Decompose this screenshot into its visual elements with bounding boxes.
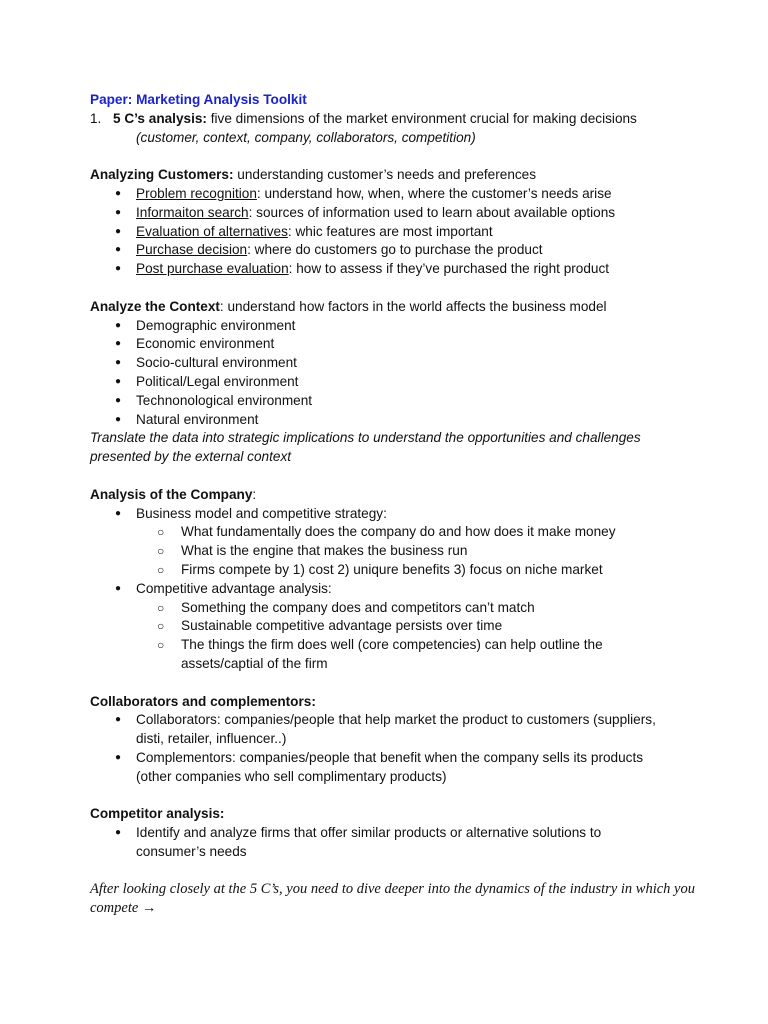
company-sub-bullet-continuation: assets/captial of the firm	[181, 655, 328, 671]
context-heading: Analyze the Context	[90, 298, 220, 314]
bullet-icon: ●	[115, 357, 122, 369]
sub-list-item	[90, 617, 690, 636]
five-cs-text: five dimensions of the market environment crucial for making decisions	[206, 110, 637, 126]
customers-bullet-text: : understand how, when, where the customer’s needs arise	[256, 185, 612, 201]
list-item	[90, 392, 690, 411]
bullet-icon: ●	[115, 827, 122, 839]
bullet-icon: ●	[115, 375, 122, 387]
list-item	[90, 824, 690, 843]
company-bullet-text: Competitive advantage analysis:	[136, 580, 332, 596]
bullet-icon: ●	[115, 206, 122, 218]
customers-bullet-text: : where do customers go to purchase the product	[247, 242, 543, 258]
closing-note-line: compete →	[90, 900, 157, 917]
company-sub-bullet-text: What fundamentally does the company do and how does it make money	[181, 524, 616, 540]
customers-text: understanding customer’s needs and preferences	[233, 167, 537, 183]
bullet-icon: ●	[115, 263, 122, 275]
list-item	[90, 223, 690, 242]
list-item	[90, 204, 690, 223]
list-number: 1.	[90, 110, 102, 126]
competitor-heading: Competitor analysis:	[90, 806, 225, 822]
list-item	[90, 260, 690, 279]
customers-bullet-term: Post purchase evaluation	[136, 261, 289, 277]
bullet-icon: ●	[115, 319, 122, 331]
list-item	[90, 711, 690, 730]
list-item	[90, 185, 690, 204]
customers-heading: Analyzing Customers:	[90, 167, 234, 183]
sub-list-item	[90, 542, 690, 561]
customers-bullet-term: Evaluation of alternatives	[136, 223, 288, 239]
customers-bullet-term: Informaiton search	[136, 204, 249, 220]
circle-bullet-icon: ○	[157, 600, 165, 615]
company-bullet-text: Business model and competitive strategy:	[136, 505, 387, 521]
company-heading: Analysis of the Company	[90, 486, 253, 502]
context-bullet-text: Technonological environment	[136, 392, 313, 408]
circle-bullet-icon: ○	[157, 619, 165, 634]
circle-bullet-icon: ○	[157, 525, 165, 540]
bullet-icon: ●	[115, 187, 122, 199]
company-sub-bullet-text: Firms compete by 1) cost 2) uniqure benefits 3) focus on niche market	[181, 561, 603, 577]
bullet-icon: ●	[115, 225, 122, 237]
collab-bullet-continuation: (other companies who sell complimentary products)	[136, 768, 447, 784]
customers-bullet-text: : whic features are most important	[287, 223, 493, 239]
list-item	[90, 241, 690, 260]
bullet-icon: ●	[115, 244, 122, 256]
sub-list-item	[90, 636, 690, 655]
context-bullet-text: Natural environment	[136, 411, 259, 427]
context-text: : understand how factors in the world affects the business model	[219, 298, 607, 314]
bullet-icon: ●	[115, 751, 122, 763]
context-bullet-text: Demographic environment	[136, 317, 296, 333]
circle-bullet-icon: ○	[157, 562, 165, 577]
five-cs-sublist: (customer, context, company, collaborators, competition)	[136, 129, 476, 145]
collab-bullet-text: Complementors: companies/people that benefit when the company sells its products	[136, 749, 644, 765]
competitor-bullet-text: Identify and analyze firms that offer similar products or alternative solutions to	[136, 825, 602, 841]
section-context-heading	[90, 298, 690, 317]
bullet-icon: ●	[115, 714, 122, 726]
competitor-bullet-continuation: consumer’s needs	[136, 843, 247, 859]
context-note-line: Translate the data into strategic implications to understand the opportunities and challenges	[90, 430, 641, 446]
bullet-icon: ●	[115, 338, 122, 350]
section-customers-heading	[90, 166, 690, 185]
five-cs-label: 5 C’s analysis:	[113, 110, 207, 126]
customers-bullet-text: : sources of information used to learn about available options	[248, 204, 616, 220]
context-bullet-text: Economic environment	[136, 336, 275, 352]
list-item	[90, 335, 690, 354]
numbered-item-5cs	[90, 110, 690, 129]
list-item	[90, 749, 690, 768]
company-sub-bullet-text: Something the company does and competitors can’t match	[181, 599, 535, 615]
list-item	[90, 317, 690, 336]
company-colon: :	[252, 486, 257, 502]
sub-list-item	[90, 523, 690, 542]
circle-bullet-icon: ○	[157, 544, 165, 559]
document-title: Paper: Marketing Analysis Toolkit	[90, 92, 307, 107]
company-sub-bullet-text: The things the firm does well (core competencies) can help outline the	[181, 637, 603, 653]
customers-bullet-text: : how to assess if they’ve purchased the right product	[288, 261, 610, 277]
collaborators-heading: Collaborators and complementors:	[90, 693, 316, 709]
bullet-icon: ●	[115, 394, 122, 406]
sub-list-item	[90, 561, 690, 580]
section-company-heading	[90, 486, 690, 505]
context-bullet-text: Political/Legal environment	[136, 373, 299, 389]
customers-bullet-term: Purchase decision	[136, 242, 248, 258]
circle-bullet-icon: ○	[157, 638, 165, 653]
context-note-line: presented by the external context	[90, 449, 292, 465]
list-item	[90, 580, 690, 599]
bullet-icon: ●	[115, 582, 122, 594]
company-sub-bullet-text: What is the engine that makes the business run	[181, 543, 468, 559]
document-page	[90, 91, 695, 918]
bullet-icon: ●	[115, 413, 122, 425]
context-bullet-text: Socio-cultural environment	[136, 355, 297, 371]
customers-bullet-term: Problem recognition	[136, 185, 257, 201]
collab-bullet-text: Collaborators: companies/people that help market the product to customers (suppliers,	[136, 712, 656, 728]
list-item	[90, 411, 690, 430]
company-sub-bullet-text: Sustainable competitive advantage persists over time	[181, 618, 503, 634]
bullet-icon: ●	[115, 507, 122, 519]
sub-list-item	[90, 599, 690, 618]
collab-bullet-continuation: disti, retailer, influencer..)	[136, 731, 287, 747]
list-item	[90, 354, 690, 373]
list-item	[90, 373, 690, 392]
list-item	[90, 505, 690, 524]
closing-note-line: After looking closely at the 5 C’s, you need to dive deeper into the dynamics of the industry in which you	[90, 881, 695, 898]
